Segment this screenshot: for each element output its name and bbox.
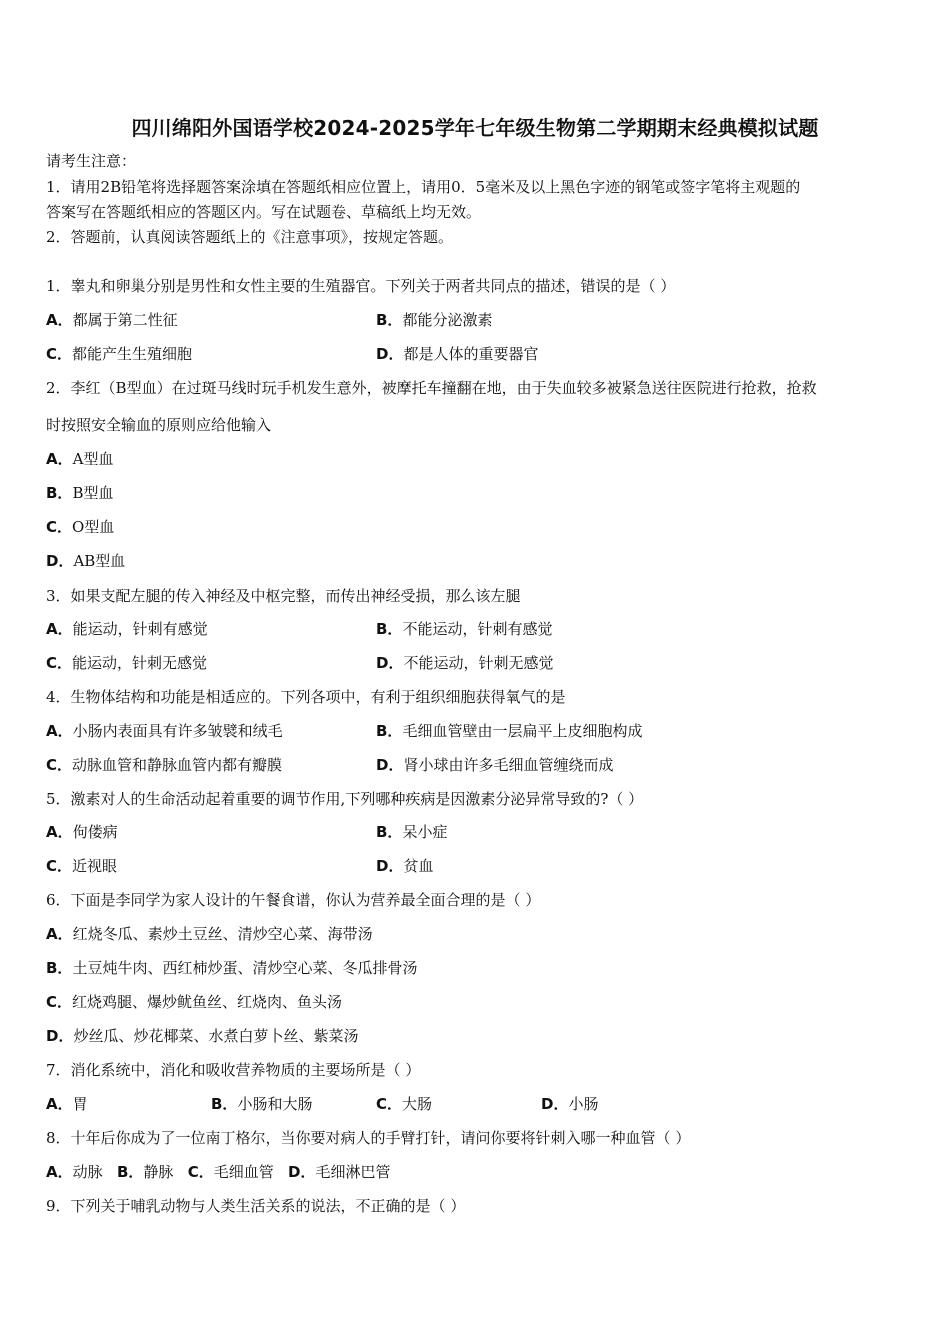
- question-8-option-c: [188, 1163, 274, 1181]
- question-8-options-row: [46, 1162, 391, 1182]
- option-label: A．: [46, 450, 73, 468]
- notice-line-2: 答案写在答题纸相应的答题区内。写在试题卷、草稿纸上均无效。: [46, 203, 482, 221]
- question-2-option-d: [46, 551, 125, 571]
- option-label: C．: [187, 1163, 214, 1181]
- option-label: C．: [46, 857, 73, 875]
- question-1-option-c: [46, 344, 192, 364]
- question-3-option-d: [376, 653, 553, 673]
- question-3-stem: 3．如果支配左腿的传入神经及中枢完整，而传出神经受损，那么该左腿: [46, 587, 521, 605]
- question-7-option-c: [376, 1094, 432, 1114]
- option-label: D．: [376, 857, 404, 875]
- option-label: B．: [376, 311, 403, 329]
- option-text: 都属于第二性征: [72, 311, 178, 329]
- question-7-option-b: [211, 1094, 312, 1114]
- question-8-stem: 8．十年后你成为了一位南丁格尔，当你要对病人的手臂打针，请问你要将针刺入哪一种血管（ ）: [46, 1129, 691, 1147]
- question-7-stem: 7．消化系统中，消化和吸收营养物质的主要场所是（ ）: [46, 1061, 421, 1079]
- option-label: A．: [46, 311, 73, 329]
- question-4-option-c: [46, 755, 282, 775]
- option-text: 佝偻病: [72, 823, 118, 841]
- option-label: B．: [376, 620, 403, 638]
- option-label: C．: [46, 654, 73, 672]
- option-text: A型血: [72, 450, 114, 468]
- option-text: 贫血: [403, 857, 434, 875]
- question-7-option-d: [541, 1094, 598, 1114]
- question-5-option-a: [46, 822, 118, 842]
- question-8-option-d: [288, 1163, 390, 1181]
- option-text: O型血: [72, 518, 115, 536]
- option-text: 红烧冬瓜、素炒土豆丝、清炒空心菜、海带汤: [72, 925, 373, 943]
- question-6-option-d: [46, 1026, 358, 1046]
- option-label: D．: [541, 1095, 569, 1113]
- option-label: A．: [46, 925, 73, 943]
- question-9-stem: 9．下列关于哺乳动物与人类生活关系的说法，不正确的是（ ）: [46, 1197, 466, 1215]
- option-text: 胃: [72, 1095, 88, 1113]
- option-text: 大肠: [402, 1095, 433, 1113]
- question-4-option-d: [376, 755, 613, 775]
- option-text: 小肠和大肠: [237, 1095, 313, 1113]
- question-2-stem-continued: 时按照安全输血的原则应给他输入: [46, 416, 272, 434]
- question-6-option-a: [46, 924, 373, 944]
- option-label: A．: [46, 1163, 73, 1181]
- option-text: 不能运动，针刺无感觉: [403, 654, 554, 672]
- question-6-option-c: [46, 992, 342, 1012]
- option-text: 呆小症: [402, 823, 448, 841]
- option-text: 毛细血管: [213, 1163, 274, 1181]
- option-label: C．: [46, 756, 73, 774]
- page-title: 四川绵阳外国语学校2024-2025学年七年级生物第二学期期末经典模拟试题: [131, 116, 819, 140]
- question-4-stem: 4．生物体结构和功能是相适应的。下列各项中，有利于组织细胞获得氧气的是: [46, 688, 566, 706]
- option-label: D．: [46, 1027, 74, 1045]
- option-label: D．: [376, 345, 404, 363]
- option-label: D．: [46, 552, 74, 570]
- option-label: D．: [288, 1163, 316, 1181]
- option-text: 动脉血管和静脉血管内都有瓣膜: [72, 756, 283, 774]
- question-5-stem: 5．激素对人的生命活动起着重要的调节作用,下列哪种疾病是因激素分泌异常导致的?（ ）: [46, 790, 644, 808]
- option-text: 都能分泌激素: [402, 311, 493, 329]
- option-text: 小肠内表面具有许多皱襞和绒毛: [72, 722, 283, 740]
- option-text: 毛细血管壁由一层扁平上皮细胞构成: [402, 722, 643, 740]
- question-8-option-b: [117, 1163, 173, 1181]
- question-6-option-b: [46, 958, 417, 978]
- option-label: C．: [376, 1095, 403, 1113]
- option-text: 能运动，针刺有感觉: [72, 620, 208, 638]
- option-label: D．: [376, 654, 404, 672]
- question-2-option-b: [46, 483, 113, 503]
- question-2-stem: 2．李红（B型血）在过斑马线时玩手机发生意外，被摩托车撞翻在地，由于失血较多被紧急送往医院进行抢救，抢救: [46, 379, 817, 397]
- option-text: 都能产生生殖细胞: [72, 345, 193, 363]
- option-text: 土豆炖牛肉、西红柿炒蛋、清炒空心菜、冬瓜排骨汤: [72, 959, 418, 977]
- question-1-option-d: [376, 344, 538, 364]
- option-label: A．: [46, 1095, 73, 1113]
- option-text: 能运动，针刺无感觉: [72, 654, 208, 672]
- question-7-option-a: [46, 1094, 88, 1114]
- option-label: A．: [46, 722, 73, 740]
- question-1-option-a: [46, 310, 178, 330]
- question-3-option-b: [376, 619, 552, 639]
- question-5-option-b: [376, 822, 447, 842]
- question-2-option-c: [46, 517, 114, 537]
- question-4-option-a: [46, 721, 283, 741]
- option-label: C．: [46, 345, 73, 363]
- question-3-option-c: [46, 653, 207, 673]
- question-8-option-a: [46, 1163, 103, 1181]
- option-text: 近视眼: [72, 857, 118, 875]
- option-text: 动脉: [72, 1163, 103, 1181]
- question-5-option-d: [376, 856, 433, 876]
- option-label: B．: [116, 1163, 144, 1181]
- question-6-stem: 6．下面是李同学为家人设计的午餐食谱，你认为营养最全面合理的是（ ）: [46, 891, 541, 909]
- option-text: AB型血: [73, 552, 126, 570]
- option-text: 都是人体的重要器官: [403, 345, 539, 363]
- option-text: 肾小球由许多毛细血管缠绕而成: [403, 756, 614, 774]
- option-label: D．: [376, 756, 404, 774]
- option-label: B．: [211, 1095, 238, 1113]
- question-1-stem: 1．睾丸和卵巢分别是男性和女性主要的生殖器官。下列关于两者共同点的描述，错误的是（ ）: [46, 277, 676, 295]
- question-2-option-a: [46, 449, 113, 469]
- notice-heading: 请考生注意：: [46, 152, 137, 170]
- option-label: A．: [46, 823, 73, 841]
- question-4-option-b: [376, 721, 642, 741]
- option-text: 小肠: [568, 1095, 599, 1113]
- question-5-option-c: [46, 856, 117, 876]
- option-text: 毛细淋巴管: [315, 1163, 391, 1181]
- option-label: A．: [46, 620, 73, 638]
- option-text: 红烧鸡腿、爆炒鱿鱼丝、红烧肉、鱼头汤: [72, 993, 343, 1011]
- option-label: B．: [46, 484, 73, 502]
- option-label: B．: [376, 823, 403, 841]
- option-text: B型血: [72, 484, 114, 502]
- question-1-option-b: [376, 310, 492, 330]
- notice-line-1: 1．请用2B铅笔将选择题答案涂填在答题纸相应位置上，请用0．5毫米及以上黑色字迹的钢笔或签字笔将主观题的: [46, 178, 801, 196]
- option-label: B．: [376, 722, 403, 740]
- option-text: 静脉: [143, 1163, 174, 1181]
- option-label: C．: [46, 518, 73, 536]
- option-label: B．: [46, 959, 73, 977]
- question-3-option-a: [46, 619, 208, 639]
- option-text: 炒丝瓜、炒花椰菜、水煮白萝卜丝、紫菜汤: [73, 1027, 359, 1045]
- option-text: 不能运动，针刺有感觉: [402, 620, 553, 638]
- option-label: C．: [46, 993, 73, 1011]
- notice-line-3: 2．答题前，认真阅读答题纸上的《注意事项》，按规定答题。: [46, 228, 454, 246]
